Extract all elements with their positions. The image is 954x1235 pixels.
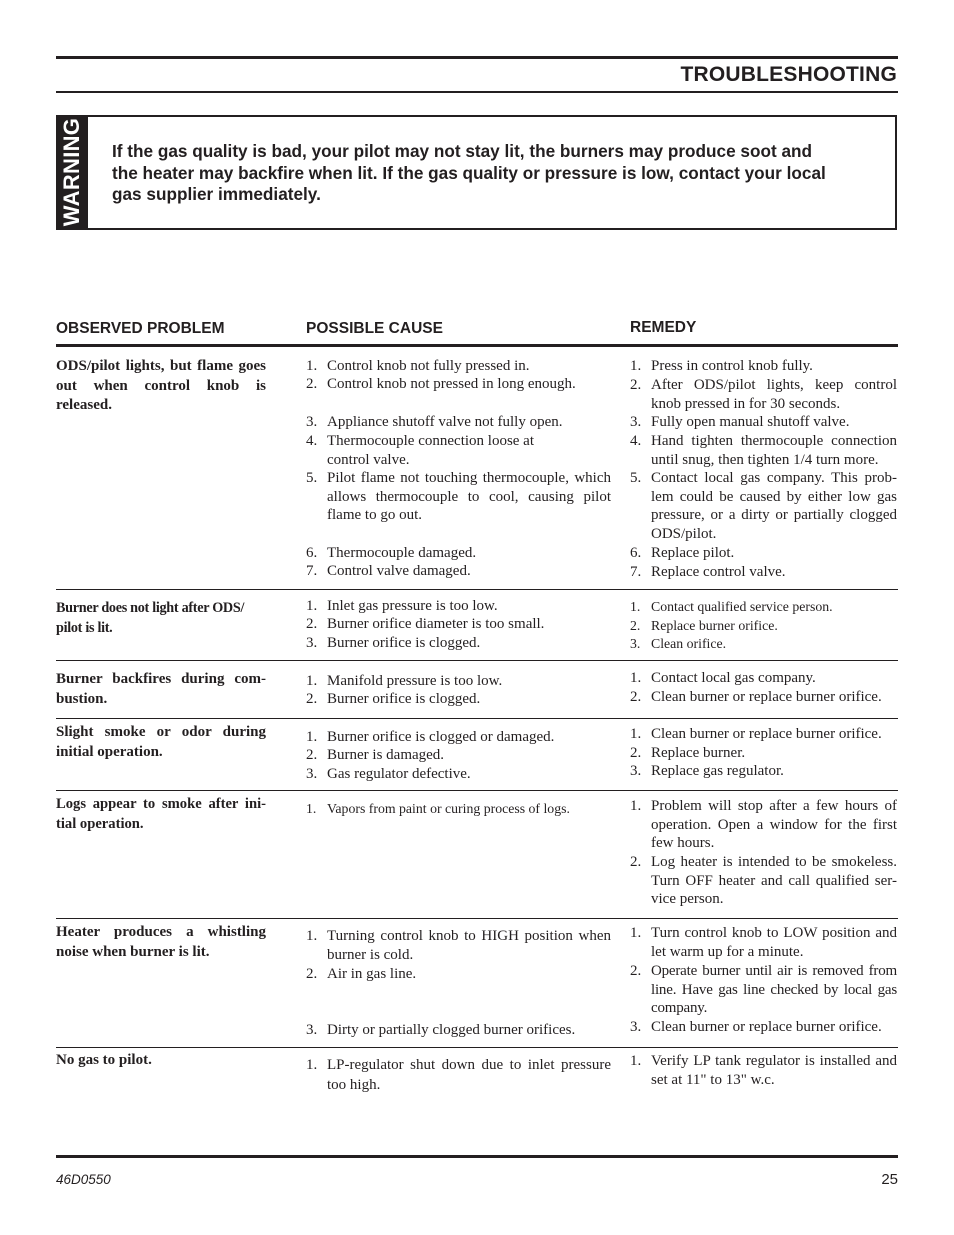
item-text: Vapors from paint or curing process of logs.: [327, 801, 570, 816]
item-number: 5.: [306, 470, 318, 486]
header-remedy: REMEDY: [630, 319, 697, 336]
item-number: 2.: [306, 691, 318, 707]
item-number: 1.: [630, 925, 642, 941]
item-text: Appliance shutoff valve not fully open.: [327, 414, 563, 430]
item-number: 2.: [306, 616, 318, 632]
item-number: 1.: [306, 598, 318, 614]
item-number: 1.: [630, 1053, 642, 1069]
problem-text: ODS/pilot lights, but flame goes out when control knob is released.: [56, 358, 266, 413]
header-observed-problem: OBSERVED PROBLEM: [56, 320, 225, 337]
item-text: Control knob not fully pressed in.: [327, 358, 530, 374]
item-text: Replace gas regulator.: [651, 763, 784, 779]
item-number: 5.: [630, 470, 642, 486]
item-number: 1.: [630, 670, 642, 686]
item-number: 2.: [630, 377, 642, 393]
item-number: 2.: [306, 376, 318, 392]
warning-label: WARNING: [59, 117, 84, 226]
top-rule: [56, 56, 898, 59]
item-number: 3.: [630, 1019, 642, 1035]
warning-text: [112, 141, 882, 206]
problem-text: Burner backfires during com-bustion.: [56, 671, 266, 707]
item-number: 1.: [630, 798, 642, 814]
item-text: Pilot flame not touching thermocouple, which allows thermocouple to cool, causing pilot flame to go out.: [327, 470, 611, 524]
item-text: Burner orifice diameter is too small.: [327, 616, 545, 632]
row-divider: [56, 1047, 898, 1048]
item-number: 2.: [306, 747, 318, 763]
item-text: Turn control knob to LOW position and let warm up for a minute.: [651, 925, 897, 960]
item-number: 2.: [630, 854, 642, 870]
item-number: 6.: [630, 545, 642, 561]
item-text: LP-regulator shut down due to inlet pressure too high.: [327, 1057, 611, 1093]
item-text: Replace pilot.: [651, 545, 735, 561]
item-number: 1.: [306, 928, 318, 944]
warning-line: If the gas quality is bad, your pilot may not stay lit, the burners may produce soot and: [112, 141, 813, 161]
item-text: Thermocouple connection loose at control valve.: [327, 433, 535, 468]
document-number: 46D0550: [56, 1172, 111, 1187]
title-rule: [56, 91, 898, 93]
item-text: Fully open manual shutoff valve.: [651, 414, 850, 430]
item-text: Operate burner until air is removed from line. Have gas line checked by local gas company.: [651, 963, 897, 1017]
item-number: 4.: [630, 433, 642, 449]
item-number: 1.: [630, 726, 642, 742]
item-text: Gas regulator defective.: [327, 766, 471, 782]
item-number: 4.: [306, 433, 318, 449]
item-text: Control valve damaged.: [327, 563, 471, 579]
item-number: 1.: [306, 673, 318, 689]
problem-text: No gas to pilot.: [56, 1052, 152, 1068]
item-text: Replace burner.: [651, 745, 746, 761]
item-number: 1.: [306, 358, 318, 374]
item-text: Press in control knob fully.: [651, 358, 813, 374]
header-rule: [56, 344, 898, 347]
item-number: 1.: [306, 1057, 318, 1073]
item-number: 1.: [306, 729, 318, 745]
item-number: 3.: [630, 414, 642, 430]
item-number: 3.: [306, 635, 318, 651]
item-text: Inlet gas pressure is too low.: [327, 598, 498, 614]
footer-rule: [56, 1155, 898, 1158]
item-number: 2.: [306, 966, 318, 982]
item-number: 7.: [630, 564, 642, 580]
item-text: Log heater is intended to be smokeless. Turn OFF heater and call qualified ser-vice person.: [651, 854, 897, 908]
item-text: Burner orifice is clogged or damaged.: [327, 729, 555, 745]
warning-line: gas supplier immediately.: [112, 184, 321, 204]
item-text: Dirty or partially clogged burner orifices.: [327, 1022, 576, 1038]
item-text: Contact local gas company. This prob-lem could be caused by either low gas pressure, or a dirty or partially clogged ODS/pilot.: [651, 470, 897, 543]
item-text: Verify LP tank regulator is installed and set at 11" to 13" w.c.: [651, 1053, 897, 1088]
item-number: 2.: [630, 618, 641, 633]
problem-text: Slight smoke or odor during initial operation.: [56, 724, 266, 760]
header-possible-cause: POSSIBLE CAUSE: [306, 320, 443, 337]
item-number: 3.: [306, 414, 318, 430]
item-number: 6.: [306, 545, 318, 561]
item-text: Clean orifice.: [651, 636, 727, 651]
item-text: Burner orifice is clogged.: [327, 635, 481, 651]
row-divider: [56, 589, 898, 590]
row-divider: [56, 718, 898, 719]
item-text: After ODS/pilot lights, keep control knob pressed in for 30 seconds.: [651, 377, 897, 412]
item-number: 2.: [630, 689, 642, 705]
item-number: 1.: [630, 358, 642, 374]
item-text: Thermocouple damaged.: [327, 545, 477, 561]
item-number: 1.: [306, 801, 317, 816]
item-text: Replace burner orifice.: [651, 618, 778, 633]
item-text: Burner is damaged.: [327, 747, 445, 763]
item-text: Control knob not pressed in long enough.: [327, 376, 576, 392]
item-text: Burner orifice is clogged.: [327, 691, 481, 707]
row-divider: [56, 660, 898, 661]
problem-text: Logs appear to smoke after ini-tial operation.: [56, 796, 266, 832]
item-text: Problem will stop after a few hours of operation. Open a window for the first few hours.: [651, 798, 897, 852]
item-number: 3.: [630, 763, 642, 779]
item-number: 2.: [630, 963, 642, 979]
row-divider: [56, 918, 898, 919]
item-text: Turning control knob to HIGH position when burner is cold.: [327, 928, 611, 963]
item-text: Manifold pressure is too low.: [327, 673, 503, 689]
item-number: 2.: [630, 745, 642, 761]
item-number: 3.: [306, 766, 318, 782]
item-number: 1.: [630, 599, 641, 614]
item-text: Replace control valve.: [651, 564, 786, 580]
row-divider: [56, 790, 898, 791]
page-number: 25: [881, 1171, 898, 1188]
warning-tab: [56, 115, 88, 228]
item-text: Contact local gas company.: [651, 670, 816, 686]
problem-text: Heater produces a whistling noise when burner is lit.: [56, 924, 266, 960]
item-number: 3.: [306, 1022, 318, 1038]
item-text: Clean burner or replace burner orifice.: [651, 726, 882, 742]
item-text: Clean burner or replace burner orifice.: [651, 689, 882, 705]
item-text: Hand tighten thermocouple connection until snug, then tighten 1/4 turn more.: [651, 433, 897, 468]
warning-line: the heater may backfire when lit. If the gas quality or pressure is low, contact your local: [112, 162, 826, 183]
page-title: TROUBLESHOOTING: [680, 63, 897, 86]
item-text: Contact qualified service person.: [651, 599, 833, 614]
problem-text: Burner does not light after ODS/ pilot is lit.: [56, 600, 245, 636]
item-number: 7.: [306, 563, 318, 579]
item-number: 3.: [630, 636, 641, 651]
item-text: Clean burner or replace burner orifice.: [651, 1019, 882, 1035]
item-text: Air in gas line.: [327, 966, 417, 982]
